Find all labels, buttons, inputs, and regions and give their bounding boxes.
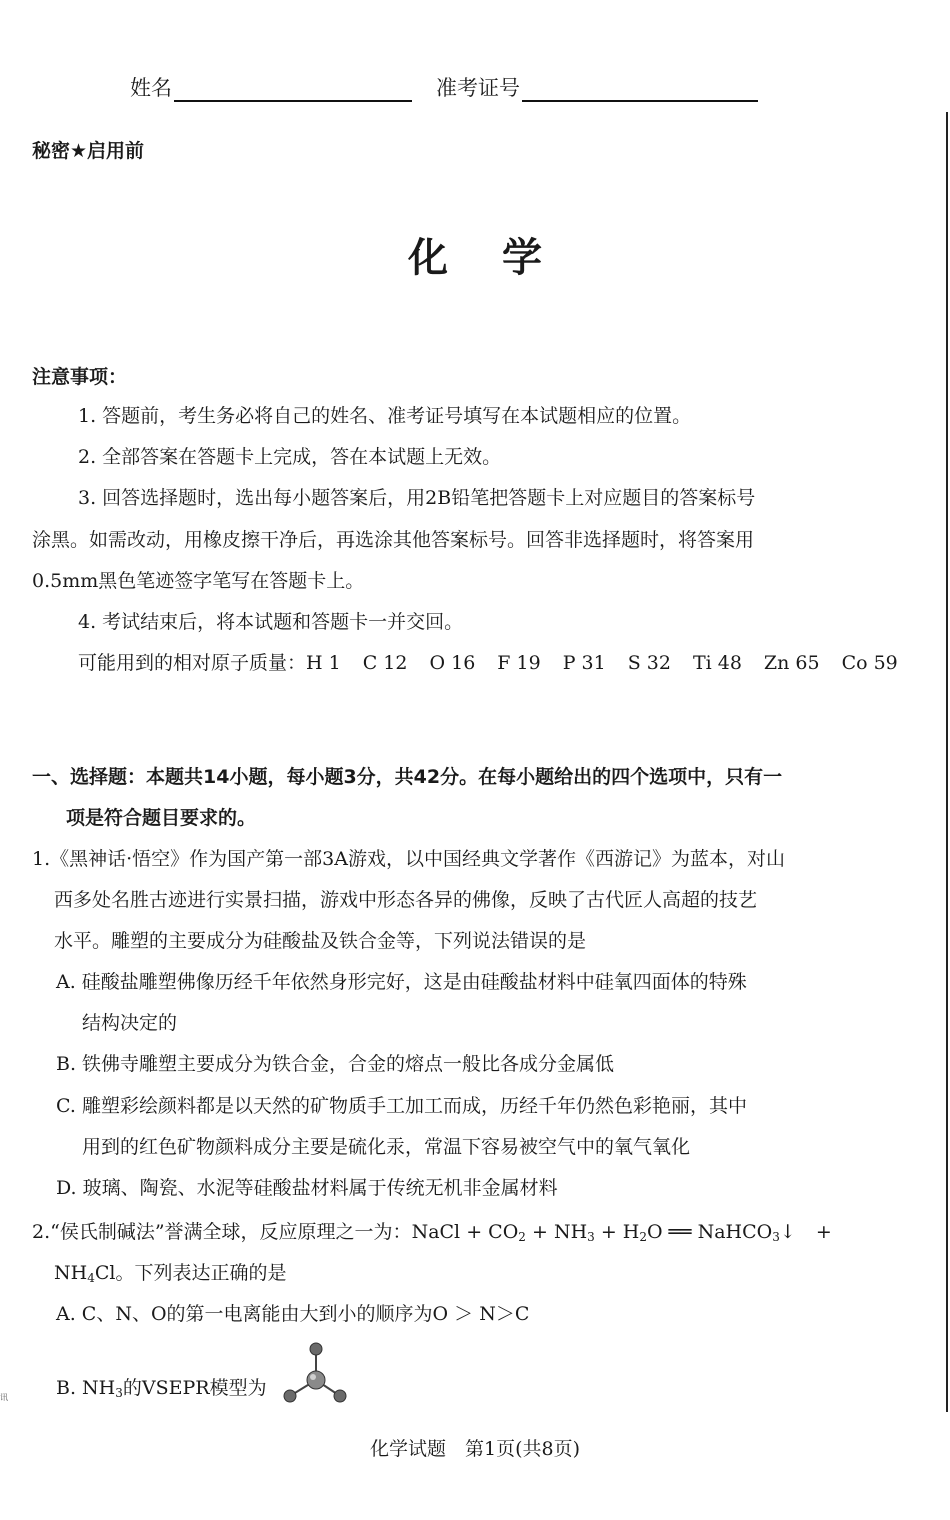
notice-item-3-line-2: 涂黑。如需改动，用橡皮擦干净后，再选涂其他答案标号。回答非选择题时，将答案用 (32, 529, 755, 551)
page-footer: 化学试题 第1页(共8页) (369, 1438, 580, 1460)
q1-stem-line-2: 西多处名胜古迹进行实景扫描，游戏中形态各异的佛像，反映了古代匠人高超的技艺 (54, 889, 758, 911)
mass-c: C 12 (362, 652, 408, 674)
mass-zn: Zn 65 (763, 652, 820, 674)
notice-item-3-line-1: 3. 回答选择题时，选出每小题答案后，用2B铅笔把答题卡上对应题目的答案标号 (78, 487, 756, 509)
exam-id-fill-line[interactable] (522, 76, 758, 102)
eq-h2o: $H_2O$ (622, 1221, 663, 1244)
page-title: 化学 (408, 234, 596, 281)
q1-option-a-line-2: 结构决定的 (82, 1012, 178, 1034)
q1-option-d: D. 玻璃、陶瓷、水泥等硅酸盐材料属于传统无机非金属材料 (56, 1177, 558, 1199)
q2-stem-line-2: $NH_4Cl$。下列表达正确的是 (54, 1262, 287, 1285)
name-label: 姓名 (130, 76, 172, 100)
notice-item-4: 4. 考试结束后，将本试题和答题卡一并交回。 (78, 611, 464, 633)
notice-heading: 注意事项： (32, 366, 128, 388)
name-fill-line[interactable] (174, 76, 412, 102)
page-edge-line (946, 112, 948, 1412)
q1-option-a-line-1: A. 硅酸盐雕塑佛像历经千年依然身形完好，这是由硅酸盐材料中硅氧四面体的特殊 (56, 971, 747, 993)
confidential-label: 秘密★启用前 (32, 140, 145, 162)
eq-plus-3: + (600, 1221, 617, 1243)
mass-o: O 16 (429, 652, 476, 674)
eq-nh3: $NH_3$ (553, 1221, 595, 1244)
eq-arrow: ══ (668, 1221, 692, 1243)
q1-stem-line-3: 水平。雕塑的主要成分为硅酸盐及铁合金等，下列说法错误的是 (54, 930, 587, 952)
vsepr-model-image (280, 1340, 352, 1408)
eq-plus-2: + (531, 1221, 548, 1243)
q2-stem-line-1 (32, 1220, 832, 1249)
q1-stem-line-1: 1.《黑神话·悟空》作为国产第一部3A游戏，以中国经典文学著作《西游记》为蓝本，对山 (32, 848, 785, 870)
exam-id-label: 准考证号 (436, 76, 520, 100)
mass-f: F 19 (497, 652, 541, 674)
atomic-masses-line (78, 651, 898, 675)
eq-nahco3: NaHCO$_3$ (697, 1221, 780, 1244)
notice-item-3-line-3: 0.5mm黑色笔迹签字笔写在答题卡上。 (32, 570, 365, 592)
q1-option-c-line-2: 用到的红色矿物颜料成分主要是硫化汞，常温下容易被空气中的氧气氧化 (82, 1136, 691, 1158)
eq-co2: $CO_2$ (488, 1221, 526, 1244)
atomic-masses-label: 可能用到的相对原子质量： (78, 652, 307, 674)
eq-plus-4: + (815, 1221, 832, 1243)
mass-ti: Ti 48 (692, 652, 742, 674)
eq-plus-1: + (466, 1221, 483, 1243)
mass-h: H 1 (306, 652, 341, 674)
q2-option-b: B. $NH_3$的VSEPR模型为 (56, 1377, 267, 1400)
notice-item-2: 2. 全部答案在答题卡上完成，答在本试题上无效。 (78, 446, 502, 468)
q1-option-b: B. 铁佛寺雕塑主要成分为铁合金，合金的熔点一般比各成分金属低 (56, 1053, 615, 1075)
mass-s: S 32 (627, 652, 671, 674)
q1-option-c-line-1: C. 雕塑彩绘颜料都是以天然的矿物质手工加工而成，历经千年仍然色彩艳丽，其中 (56, 1095, 747, 1117)
side-mark: 讯 (0, 1393, 8, 1402)
section-1-heading-line-2: 项是符合题目要求的。 (66, 807, 257, 829)
eq-nacl: NaCl (411, 1221, 461, 1243)
eq-precipitate-arrow: ↓ (779, 1221, 796, 1243)
q2-stem-prefix: 2.“侯氏制碱法”誉满全球，反应原理之一为： (32, 1221, 412, 1243)
mass-p: P 31 (562, 652, 606, 674)
q2-option-a: A. C、N、O的第一电离能由大到小的顺序为O ＞ N＞C (56, 1303, 530, 1325)
section-1-heading-line-1: 一、选择题：本题共14小题，每小题3分，共42分。在每小题给出的四个选项中，只有一 (32, 766, 783, 788)
candidate-info-row (130, 72, 758, 102)
mass-co: Co 59 (841, 652, 898, 674)
notice-item-1: 1. 答题前，考生务必将自己的姓名、准考证号填写在本试题相应的位置。 (78, 405, 692, 427)
